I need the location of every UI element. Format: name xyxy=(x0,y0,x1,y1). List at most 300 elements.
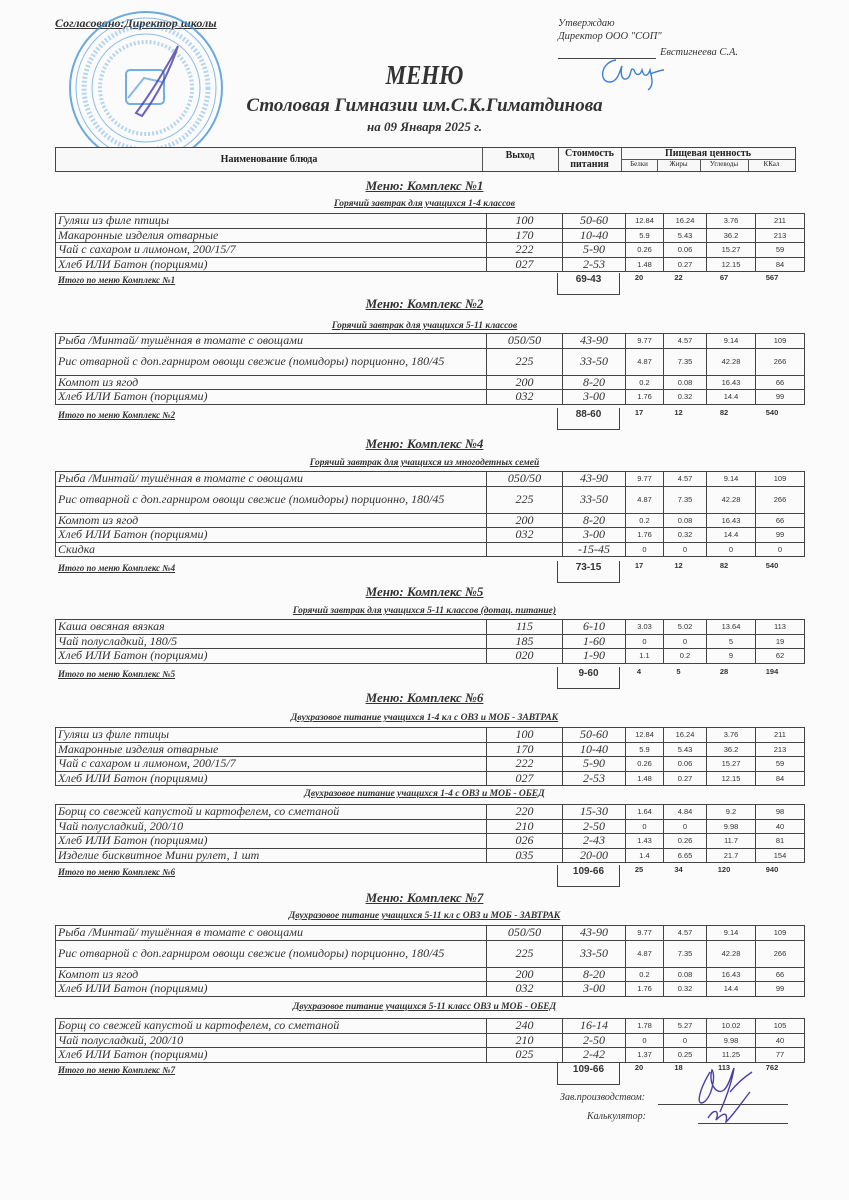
complex-total-cost: 88-60 xyxy=(557,408,620,430)
dish-cost: 10-40 xyxy=(563,742,626,757)
dish-fat: 5.27 xyxy=(664,1019,707,1034)
dish-fat: 0.08 xyxy=(664,513,707,528)
complex-total-label: Итого по меню Комплекс №1 xyxy=(58,275,176,285)
complex-title: Меню: Комплекс №6 xyxy=(365,690,484,705)
dish-kcal: 81 xyxy=(756,834,805,849)
table-row xyxy=(56,634,805,649)
table-row xyxy=(56,982,805,997)
total-protein: 17 xyxy=(634,408,644,417)
dish-name: Макаронные изделия отварные xyxy=(56,742,487,757)
dish-name: Чай полусладкий, 200/10 xyxy=(56,819,487,834)
dish-kcal: 40 xyxy=(756,1033,805,1048)
dish-protein: 1.64 xyxy=(626,805,664,820)
dish-name: Хлеб ИЛИ Батон (порциями) xyxy=(56,982,487,997)
table-row xyxy=(56,940,805,967)
dish-carbs: 12.15 xyxy=(707,771,756,786)
total-fat: 12 xyxy=(674,408,683,417)
dish-protein: 1.4 xyxy=(626,848,664,863)
dish-name: Рис отварной с доп.гарниром овощи свежие (помидоры) порционно, 180/45 xyxy=(56,348,487,375)
dish-kcal: 62 xyxy=(756,649,805,664)
dish-cost: 50-60 xyxy=(563,728,626,743)
dish-kcal: 154 xyxy=(756,848,805,863)
total-kcal: 194 xyxy=(765,667,779,676)
meal-group-title: Двухразовое питание учащихся 5-11 кл с ОВЗ и МОБ - ЗАВТРАК xyxy=(288,911,561,921)
dish-carbs: 15.27 xyxy=(707,243,756,258)
dish-kcal: 109 xyxy=(756,926,805,941)
dish-output: 210 xyxy=(487,819,563,834)
dish-carbs: 13.64 xyxy=(707,620,756,635)
meal-group-title: Горячий завтрак для учащихся 5-11 классов (дотац. питание) xyxy=(292,606,557,616)
dish-fat: 7.35 xyxy=(664,486,707,513)
meal-group-title: Горячий завтрак для учащихся 5-11 классов xyxy=(331,321,518,331)
complex-total-cost: 69-43 xyxy=(557,273,620,295)
dish-name: Борщ со свежей капустой и картофелем, со сметаной xyxy=(56,1019,487,1034)
dishes-table xyxy=(55,727,805,786)
production-head-label: Зав.производством: xyxy=(560,1092,646,1103)
dish-output: 220 xyxy=(487,805,563,820)
dish-fat: 0.2 xyxy=(664,649,707,664)
dish-fat: 4.57 xyxy=(664,926,707,941)
dish-kcal: 66 xyxy=(756,967,805,982)
dish-kcal: 213 xyxy=(756,742,805,757)
dish-kcal: 266 xyxy=(756,940,805,967)
dish-name: Хлеб ИЛИ Батон (порциями) xyxy=(56,390,487,405)
dish-protein: 12.84 xyxy=(626,214,664,229)
total-protein: 20 xyxy=(634,273,644,282)
dish-output: 200 xyxy=(487,967,563,982)
table-row xyxy=(56,542,805,557)
dish-protein: 0.26 xyxy=(626,757,664,772)
total-carbs: 67 xyxy=(719,273,729,282)
table-row xyxy=(56,848,805,863)
meal-group-title: Двухразовое питание учащихся 1-4 кл с ОВЗ и МОБ - ЗАВТРАК xyxy=(290,713,559,723)
dish-carbs: 9.14 xyxy=(707,334,756,349)
dish-cost: 43-90 xyxy=(563,926,626,941)
dish-cost: 33-50 xyxy=(563,940,626,967)
dish-cost: 16-14 xyxy=(563,1019,626,1034)
table-row xyxy=(56,1048,805,1063)
dish-carbs: 9.14 xyxy=(707,472,756,487)
dish-fat: 4.57 xyxy=(664,334,707,349)
dish-protein: 9.77 xyxy=(626,926,664,941)
dish-kcal: 266 xyxy=(756,348,805,375)
meal-group-title: Двухразовое питание учащихся 1-4 с ОВЗ и МОБ - ОБЕД xyxy=(304,789,545,799)
dish-carbs: 3.76 xyxy=(707,728,756,743)
dish-name: Рис отварной с доп.гарниром овощи свежие (помидоры) порционно, 180/45 xyxy=(56,940,487,967)
dish-output: 222 xyxy=(487,243,563,258)
complex-total-cost: 109-66 xyxy=(557,1063,620,1085)
table-row xyxy=(56,728,805,743)
dish-cost: 2-50 xyxy=(563,1033,626,1048)
complex-title: Меню: Комплекс №1 xyxy=(365,178,484,193)
total-kcal: 540 xyxy=(765,561,779,570)
approve-name: Евстигнеева С.А. xyxy=(660,47,738,58)
dish-name: Хлеб ИЛИ Батон (порциями) xyxy=(56,649,487,664)
dish-protein: 1.43 xyxy=(626,834,664,849)
meal-group-title: Горячий завтрак для учащихся 1-4 классов xyxy=(333,199,516,209)
dish-output: 050/50 xyxy=(487,472,563,487)
dish-protein: 0 xyxy=(626,634,664,649)
dish-carbs: 21.7 xyxy=(707,848,756,863)
dishes-table xyxy=(55,471,805,557)
dish-protein: 1.76 xyxy=(626,528,664,543)
dish-fat: 0.32 xyxy=(664,528,707,543)
dish-protein: 0 xyxy=(626,1033,664,1048)
page-title: МЕНЮ xyxy=(385,60,464,90)
dish-kcal: 66 xyxy=(756,375,805,390)
dish-carbs: 36.2 xyxy=(707,742,756,757)
dish-cost: 50-60 xyxy=(563,214,626,229)
dish-cost: 6-10 xyxy=(563,620,626,635)
complex-total-cost: 73-15 xyxy=(557,561,620,583)
dish-cost: 8-20 xyxy=(563,375,626,390)
calculator-label: Калькулятор: xyxy=(587,1111,646,1122)
dish-name: Рыба /Минтай/ тушённая в томате с овощами xyxy=(56,926,487,941)
table-row xyxy=(56,819,805,834)
dish-output: 225 xyxy=(487,486,563,513)
dish-name: Хлеб ИЛИ Батон (порциями) xyxy=(56,528,487,543)
dish-fat: 0.25 xyxy=(664,1048,707,1063)
col-name-header: Наименование блюда xyxy=(220,154,318,165)
dish-output: 225 xyxy=(487,348,563,375)
complex-total-label: Итого по меню Комплекс №6 xyxy=(58,867,176,877)
production-signature-icon xyxy=(690,1062,760,1132)
dish-cost: 5-90 xyxy=(563,757,626,772)
dish-output: 050/50 xyxy=(487,334,563,349)
dish-name: Гуляш из филе птицы xyxy=(56,728,487,743)
dish-kcal: 66 xyxy=(756,513,805,528)
dish-fat: 4.57 xyxy=(664,472,707,487)
canteen-name: Столовая Гимназии им.С.К.Гиматдинова xyxy=(246,95,603,116)
dish-protein: 1.1 xyxy=(626,649,664,664)
col-kcal-header: ККал xyxy=(763,160,780,168)
table-row xyxy=(56,472,805,487)
table-row xyxy=(56,771,805,786)
approve-position: Директор ООО "СОП" xyxy=(558,31,662,42)
dish-name: Скидка xyxy=(56,542,487,557)
dishes-table xyxy=(55,619,805,664)
dish-fat: 0.32 xyxy=(664,390,707,405)
dish-carbs: 9.98 xyxy=(707,1033,756,1048)
dish-fat: 0.06 xyxy=(664,243,707,258)
dish-cost: -15-45 xyxy=(563,542,626,557)
dish-kcal: 105 xyxy=(756,1019,805,1034)
dish-fat: 0.08 xyxy=(664,375,707,390)
table-row xyxy=(56,214,805,229)
dish-carbs: 16.43 xyxy=(707,967,756,982)
dish-cost: 2-53 xyxy=(563,257,626,272)
dish-kcal: 84 xyxy=(756,771,805,786)
dish-protein: 0 xyxy=(626,819,664,834)
complex-total-label: Итого по меню Комплекс №4 xyxy=(58,563,176,573)
dish-carbs: 12.15 xyxy=(707,257,756,272)
dish-name: Изделие бисквитное Мини рулет, 1 шт xyxy=(56,848,487,863)
dish-fat: 0.27 xyxy=(664,771,707,786)
agreed-by-label: Согласовано:Директор школы xyxy=(55,16,217,30)
approve-label: Утверждаю xyxy=(558,18,615,29)
dish-cost: 15-30 xyxy=(563,805,626,820)
total-carbs: 82 xyxy=(719,408,729,417)
table-row xyxy=(56,334,805,349)
table-row xyxy=(56,486,805,513)
dish-name: Рис отварной с доп.гарниром овощи свежие (помидоры) порционно, 180/45 xyxy=(56,486,487,513)
dishes-table xyxy=(55,213,805,272)
dish-output: 025 xyxy=(487,1048,563,1063)
dish-output: 032 xyxy=(487,390,563,405)
total-carbs: 82 xyxy=(719,561,729,570)
dish-protein: 12.84 xyxy=(626,728,664,743)
table-row xyxy=(56,513,805,528)
table-row xyxy=(56,228,805,243)
dish-name: Чай с сахаром и лимоном, 200/15/7 xyxy=(56,757,487,772)
dish-protein: 0.2 xyxy=(626,513,664,528)
dish-kcal: 40 xyxy=(756,819,805,834)
col-nutrition-header: Пищевая ценность xyxy=(664,148,752,159)
dish-cost: 43-90 xyxy=(563,334,626,349)
dish-carbs: 0 xyxy=(707,542,756,557)
col-cost-header-2: питания xyxy=(570,159,609,170)
table-row xyxy=(56,1033,805,1048)
dishes-table xyxy=(55,1018,805,1063)
dish-carbs: 11.25 xyxy=(707,1048,756,1063)
dish-name: Хлеб ИЛИ Батон (порциями) xyxy=(56,834,487,849)
dish-kcal: 77 xyxy=(756,1048,805,1063)
dish-output: 032 xyxy=(487,528,563,543)
dish-output: 027 xyxy=(487,771,563,786)
dish-protein: 3.03 xyxy=(626,620,664,635)
total-protein: 25 xyxy=(634,865,644,874)
dish-fat: 7.35 xyxy=(664,348,707,375)
dish-fat: 0.27 xyxy=(664,257,707,272)
dish-cost: 8-20 xyxy=(563,967,626,982)
col-protein-header: Белки xyxy=(630,160,648,168)
dish-cost: 1-60 xyxy=(563,634,626,649)
dish-kcal: 99 xyxy=(756,528,805,543)
complex-title: Меню: Комплекс №2 xyxy=(365,296,484,311)
dish-cost: 20-00 xyxy=(563,848,626,863)
table-row xyxy=(56,348,805,375)
dish-carbs: 5 xyxy=(707,634,756,649)
dish-kcal: 266 xyxy=(756,486,805,513)
table-row xyxy=(56,926,805,941)
table-row xyxy=(56,649,805,664)
dish-output: 020 xyxy=(487,649,563,664)
dish-fat: 16.24 xyxy=(664,214,707,229)
dish-cost: 43-90 xyxy=(563,472,626,487)
complex-title: Меню: Комплекс №7 xyxy=(365,890,484,905)
dishes-table xyxy=(55,804,805,863)
complex-total-cost: 109-66 xyxy=(557,865,620,887)
dish-name: Рыба /Минтай/ тушённая в томате с овощами xyxy=(56,472,487,487)
complex-total-label: Итого по меню Комплекс №2 xyxy=(58,410,176,420)
dishes-table xyxy=(55,333,805,405)
dish-name: Компот из ягод xyxy=(56,967,487,982)
dish-kcal: 109 xyxy=(756,472,805,487)
dish-output: 032 xyxy=(487,982,563,997)
dish-kcal: 98 xyxy=(756,805,805,820)
col-output-header: Выход xyxy=(505,150,535,161)
dish-output: 240 xyxy=(487,1019,563,1034)
table-row xyxy=(56,390,805,405)
dish-carbs: 14.4 xyxy=(707,390,756,405)
dish-carbs: 11.7 xyxy=(707,834,756,849)
dish-kcal: 84 xyxy=(756,257,805,272)
dish-carbs: 9.98 xyxy=(707,819,756,834)
table-row xyxy=(56,257,805,272)
dish-output: 185 xyxy=(487,634,563,649)
table-row xyxy=(56,243,805,258)
dishes-table xyxy=(55,925,805,997)
total-kcal: 567 xyxy=(765,273,779,282)
dish-carbs: 3.76 xyxy=(707,214,756,229)
table-row xyxy=(56,375,805,390)
dish-protein: 5.9 xyxy=(626,742,664,757)
dish-protein: 4.87 xyxy=(626,940,664,967)
dish-name: Хлеб ИЛИ Батон (порциями) xyxy=(56,771,487,786)
dish-cost: 2-42 xyxy=(563,1048,626,1063)
table-row xyxy=(56,620,805,635)
col-carbs-header: Углеводы xyxy=(709,160,739,168)
dish-output xyxy=(487,542,563,557)
complex-title: Меню: Комплекс №4 xyxy=(365,436,484,451)
complex-total-cost: 9-60 xyxy=(557,667,620,689)
dish-name: Чай полусладкий, 200/10 xyxy=(56,1033,487,1048)
dish-cost: 8-20 xyxy=(563,513,626,528)
dish-output: 210 xyxy=(487,1033,563,1048)
dish-carbs: 16.43 xyxy=(707,513,756,528)
dish-name: Хлеб ИЛИ Батон (порциями) xyxy=(56,1048,487,1063)
dish-output: 225 xyxy=(487,940,563,967)
dish-kcal: 213 xyxy=(756,228,805,243)
dish-output: 100 xyxy=(487,728,563,743)
total-fat: 22 xyxy=(674,273,683,282)
dish-cost: 5-90 xyxy=(563,243,626,258)
dish-carbs: 10.02 xyxy=(707,1019,756,1034)
dish-kcal: 99 xyxy=(756,982,805,997)
dish-cost: 33-50 xyxy=(563,486,626,513)
dish-kcal: 0 xyxy=(756,542,805,557)
dish-carbs: 36.2 xyxy=(707,228,756,243)
dish-cost: 10-40 xyxy=(563,228,626,243)
dish-cost: 2-50 xyxy=(563,819,626,834)
dish-cost: 3-00 xyxy=(563,528,626,543)
dish-name: Каша овсяная вязкая xyxy=(56,620,487,635)
dish-output: 035 xyxy=(487,848,563,863)
dish-carbs: 42.28 xyxy=(707,348,756,375)
dish-cost: 2-43 xyxy=(563,834,626,849)
dish-protein: 9.77 xyxy=(626,334,664,349)
total-kcal: 540 xyxy=(765,408,779,417)
dish-protein: 1.48 xyxy=(626,771,664,786)
total-carbs: 28 xyxy=(719,667,729,676)
total-kcal: 940 xyxy=(765,865,779,874)
dish-protein: 4.87 xyxy=(626,486,664,513)
dish-carbs: 9.14 xyxy=(707,926,756,941)
dish-fat: 0.08 xyxy=(664,967,707,982)
dish-protein: 9.77 xyxy=(626,472,664,487)
table-row xyxy=(56,805,805,820)
dish-name: Рыба /Минтай/ тушённая в томате с овощами xyxy=(56,334,487,349)
dish-cost: 2-53 xyxy=(563,771,626,786)
total-fat: 5 xyxy=(676,667,681,676)
dish-protein: 1.76 xyxy=(626,982,664,997)
dish-name: Хлеб ИЛИ Батон (порциями) xyxy=(56,257,487,272)
dish-kcal: 59 xyxy=(756,757,805,772)
dish-protein: 0 xyxy=(626,542,664,557)
dish-carbs: 14.4 xyxy=(707,528,756,543)
dish-output: 100 xyxy=(487,214,563,229)
dish-protein: 1.76 xyxy=(626,390,664,405)
total-fat: 12 xyxy=(674,561,683,570)
dish-fat: 0 xyxy=(664,542,707,557)
dish-cost: 3-00 xyxy=(563,390,626,405)
dish-protein: 5.9 xyxy=(626,228,664,243)
dish-fat: 5.43 xyxy=(664,228,707,243)
total-protein: 17 xyxy=(634,561,644,570)
dish-kcal: 211 xyxy=(756,214,805,229)
dish-carbs: 42.28 xyxy=(707,486,756,513)
dish-carbs: 9 xyxy=(707,649,756,664)
dish-fat: 0.06 xyxy=(664,757,707,772)
dish-kcal: 99 xyxy=(756,390,805,405)
dish-fat: 5.43 xyxy=(664,742,707,757)
dish-protein: 0.26 xyxy=(626,243,664,258)
dish-protein: 4.87 xyxy=(626,348,664,375)
dish-fat: 0.26 xyxy=(664,834,707,849)
complex-title: Меню: Комплекс №5 xyxy=(365,584,484,599)
col-fat-header: Жиры xyxy=(669,160,688,168)
dish-name: Чай с сахаром и лимоном, 200/15/7 xyxy=(56,243,487,258)
dish-output: 170 xyxy=(487,228,563,243)
dish-name: Гуляш из филе птицы xyxy=(56,214,487,229)
dish-fat: 7.35 xyxy=(664,940,707,967)
total-protein: 20 xyxy=(634,1063,644,1072)
dish-name: Борщ со свежей капустой и картофелем, со сметаной xyxy=(56,805,487,820)
dish-output: 026 xyxy=(487,834,563,849)
dish-fat: 6.65 xyxy=(664,848,707,863)
table-row xyxy=(56,757,805,772)
dish-fat: 5.02 xyxy=(664,620,707,635)
dish-output: 170 xyxy=(487,742,563,757)
dish-protein: 1.78 xyxy=(626,1019,664,1034)
dish-fat: 0 xyxy=(664,819,707,834)
dish-fat: 0.32 xyxy=(664,982,707,997)
meal-group-title: Двухразовое питание учащихся 5-11 класс ОВЗ и МОБ - ОБЕД xyxy=(292,1002,557,1012)
dish-name: Компот из ягод xyxy=(56,375,487,390)
dish-kcal: 109 xyxy=(756,334,805,349)
dish-name: Чай полусладкий, 180/5 xyxy=(56,634,487,649)
table-row xyxy=(56,742,805,757)
dish-carbs: 42.28 xyxy=(707,940,756,967)
dish-fat: 4.84 xyxy=(664,805,707,820)
dish-cost: 3-00 xyxy=(563,982,626,997)
menu-date: на 09 Января 2025 г. xyxy=(366,119,482,134)
dish-carbs: 9.2 xyxy=(707,805,756,820)
dish-kcal: 19 xyxy=(756,634,805,649)
dish-output: 027 xyxy=(487,257,563,272)
dish-carbs: 16.43 xyxy=(707,375,756,390)
dish-protein: 1.37 xyxy=(626,1048,664,1063)
dish-output: 050/50 xyxy=(487,926,563,941)
table-row xyxy=(56,967,805,982)
total-protein: 4 xyxy=(636,667,642,676)
dish-name: Компот из ягод xyxy=(56,513,487,528)
dish-output: 200 xyxy=(487,513,563,528)
col-cost-header: Стоимость xyxy=(565,148,614,159)
meal-group-title: Горячий завтрак для учащихся из многодетных семей xyxy=(309,458,540,468)
dish-cost: 33-50 xyxy=(563,348,626,375)
dish-kcal: 59 xyxy=(756,243,805,258)
